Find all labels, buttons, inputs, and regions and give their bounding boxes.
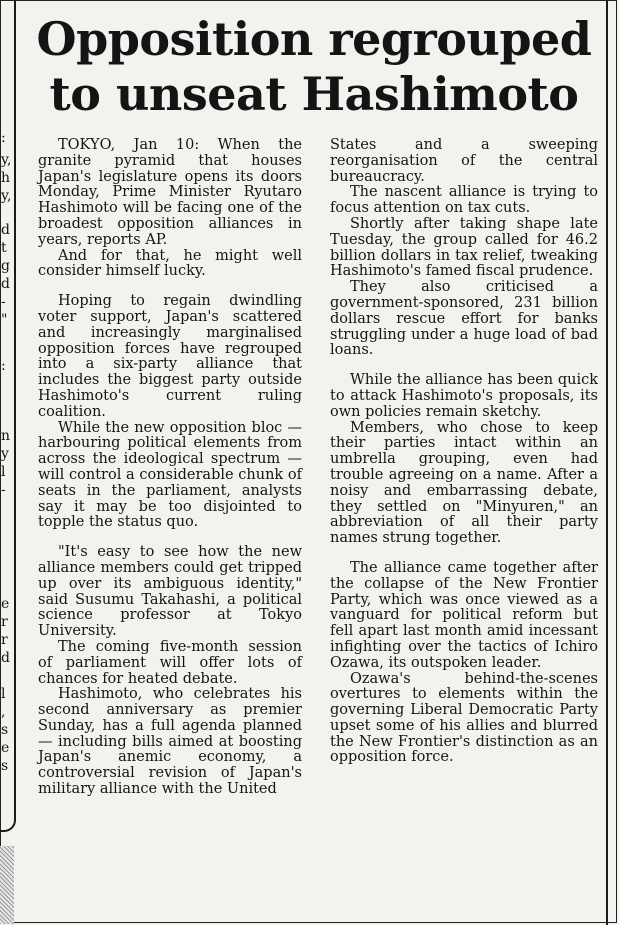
adjacent-image-fragment xyxy=(0,846,14,924)
margin-fragment: n xyxy=(1,428,11,444)
article-column-1 xyxy=(38,138,302,798)
margin-fragment: , xyxy=(1,704,6,720)
headline xyxy=(24,12,604,122)
margin-fragment: " xyxy=(1,312,8,328)
paragraph: States and a sweeping reorganisation of the central bureaucracy. xyxy=(330,137,598,185)
margin-fragment: r xyxy=(1,614,8,630)
margin-fragment: y xyxy=(1,446,9,462)
paragraph: Hashimoto, who celebrates his second anniversary as premier Sunday, has a full agenda planned — including bills aimed at boosting Japan's anemic economy, a controversial revision of Japan's military alliance with the United xyxy=(38,686,302,798)
paragraph: "It's easy to see how the new alliance members could get tripped up over its ambiguous identity," said Susumu Takahashi, a political science professor at Tokyo University. xyxy=(38,544,302,640)
margin-fragment: s xyxy=(1,722,9,738)
paragraph: They also criticised a government-sponsored, 231 billion dollars rescue effort for banks struggling under a huge load of bad loans. xyxy=(330,279,598,359)
paragraph: Shortly after taking shape late Tuesday, the group called for 46.2 billion dollars in tax relief, tweaking Hashimoto's famed fiscal prudence. xyxy=(330,215,598,280)
paragraph: The nascent alliance is trying to focus attention on tax cuts. xyxy=(330,184,598,217)
margin-fragment: y, xyxy=(1,152,12,168)
margin-fragment: d xyxy=(1,650,10,666)
margin-fragment: - xyxy=(1,482,6,498)
paragraph: The coming five-month session of parliament will offer lots of chances for heated debate. xyxy=(38,638,302,687)
paragraph: And for that, he might well consider himself lucky. xyxy=(38,247,302,280)
margin-fragment: d xyxy=(1,276,10,292)
paragraph: The alliance came together after the collapse of the New Frontier Party, which was once viewed as a vanguard for political reform but fell apart last month amid incessant infighting over the tactics of Ichiro Ozawa, its outspoken leader. xyxy=(330,559,598,671)
margin-fragment: t xyxy=(1,240,7,256)
paragraph: While the alliance has been quick to attack Hashimoto's proposals, its own policies remain sketchy. xyxy=(330,372,598,420)
paragraph: TOKYO, Jan 10: When the granite pyramid that houses Japan's legislature opens its doors Monday, Prime Minister Ryutaro Hashimoto will be facing one of the broadest opposition alliances in years, reports AP. xyxy=(38,137,302,248)
margin-fragment: y, xyxy=(1,188,12,204)
column-rule xyxy=(606,0,608,925)
article-column-2 xyxy=(330,138,598,766)
paragraph: Ozawa's behind-the-scenes overtures to elements within the governing Liberal Democratic Party upset some of his allies and blurred the New Frontier's distinction as an opposition force. xyxy=(330,670,598,766)
headline-line-1: Opposition regrouped xyxy=(36,12,592,66)
paragraph: Members, who chose to keep their parties intact within an umbrella grouping, even had trouble agreeing on a name. After a noisy and embarrassing debate, they settled on "Minyuren," an abbreviation of all their party names strung together. xyxy=(330,419,598,547)
margin-fragment: e xyxy=(1,596,10,612)
margin-fragment: d xyxy=(1,222,10,238)
paragraph: Hoping to regain dwindling voter support, Japan's scattered and increasingly marginalised opposition forces have regrouped into a six-party alliance that includes the biggest party outside Hashimoto's current ruling coalition. xyxy=(38,293,302,420)
margin-fragment: l xyxy=(1,464,6,480)
paragraph: While the new opposition bloc — harbouring political elements from across the ideological spectrum — will control a considerable chunk of seats in the parliament, analysts say it may be too disjointed to topple the status quo. xyxy=(38,419,302,531)
margin-fragment: l xyxy=(1,686,6,702)
margin-fragment: e xyxy=(1,740,10,756)
margin-fragment: - xyxy=(1,294,6,310)
margin-fragment: s xyxy=(1,758,9,774)
margin-fragment: r xyxy=(1,632,8,648)
margin-fragment: : xyxy=(1,358,6,374)
margin-fragment: g xyxy=(1,258,10,274)
headline-line-2: to unseat Hashimoto xyxy=(49,67,579,121)
adjacent-column-fragment xyxy=(0,0,16,832)
margin-fragment: h xyxy=(1,170,11,186)
margin-fragment: : xyxy=(1,130,6,146)
